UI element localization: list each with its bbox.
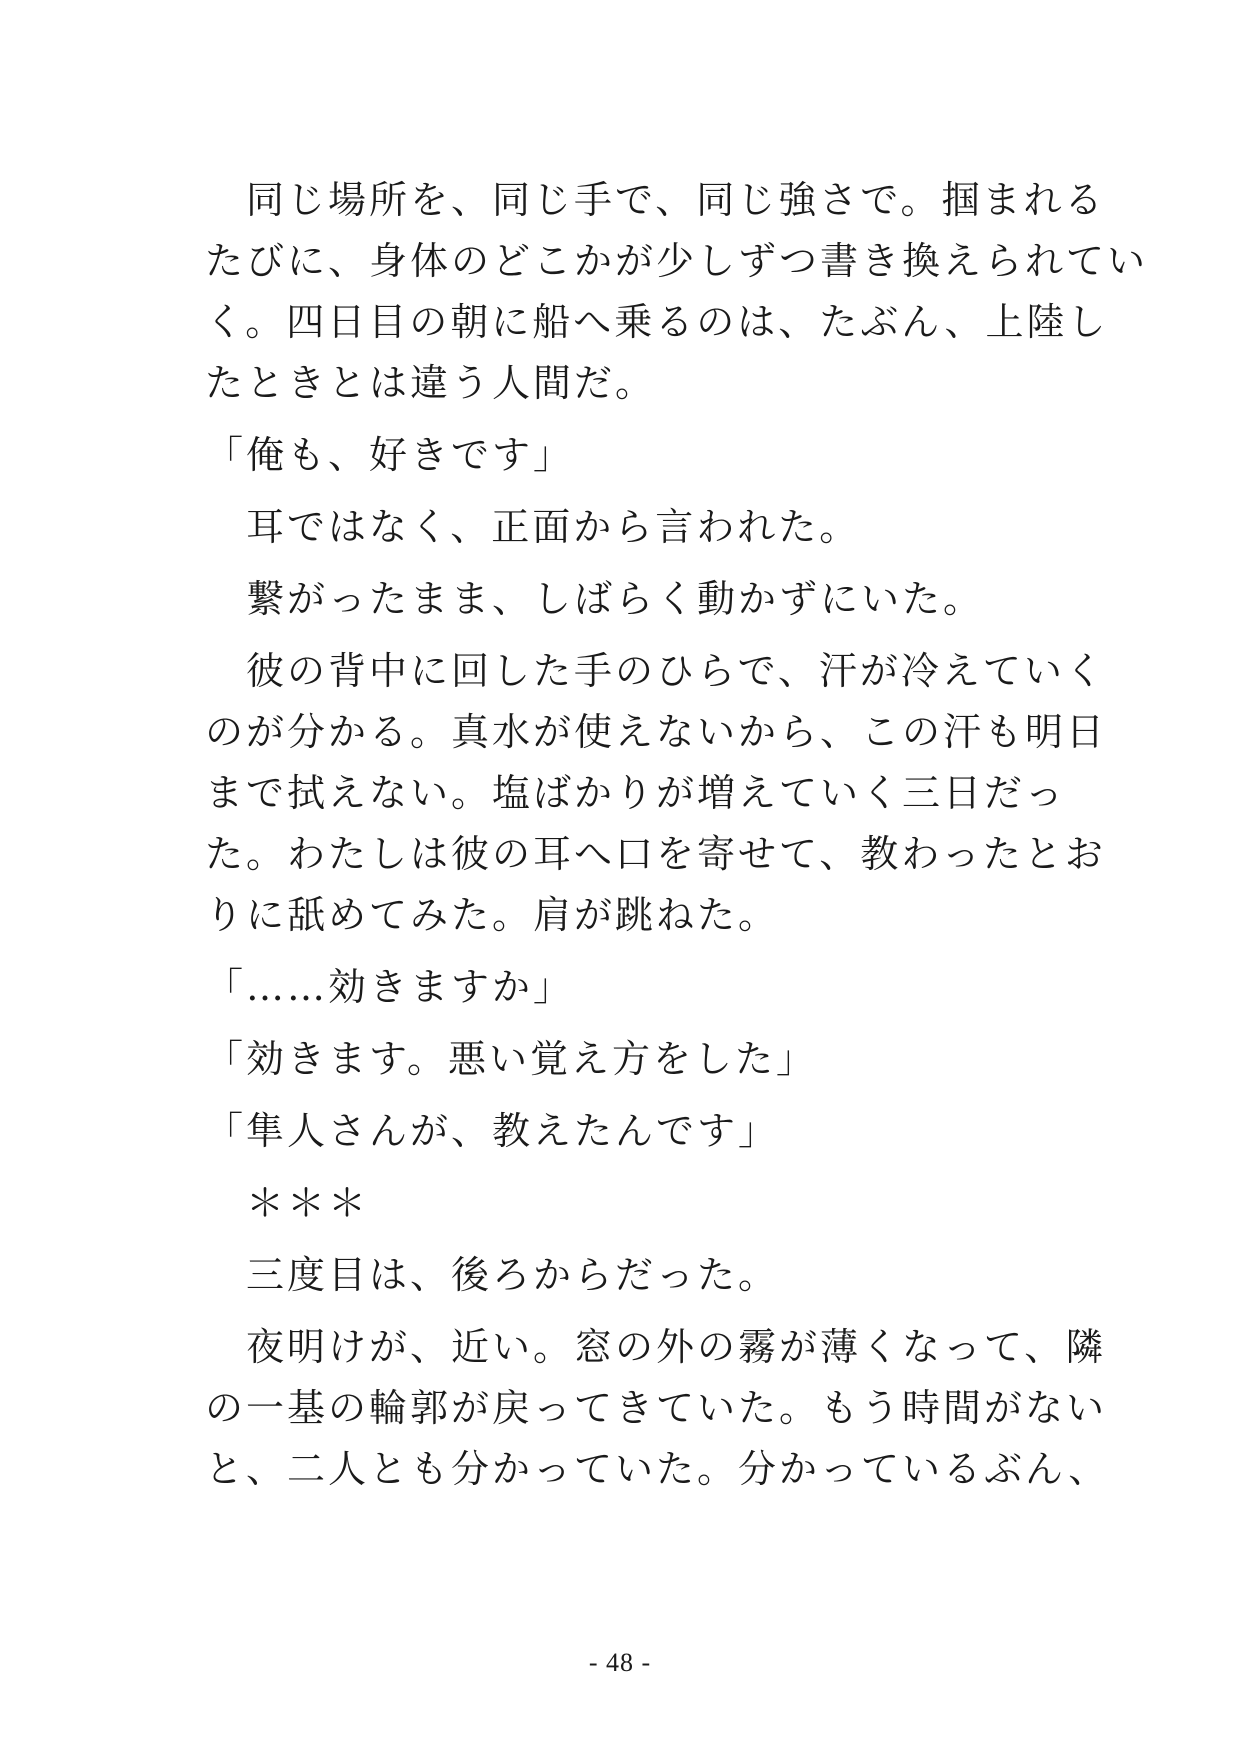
text-line: た。わたしは彼の耳へ口を寄せて、教わったとお: [205, 832, 1106, 876]
text-line: 彼の背中に回した手のひらで、汗が冷えていく: [205, 649, 1106, 693]
text-line: 繋がったまま、しばらく動かずにいた。: [205, 577, 985, 621]
text-line: と、二人とも分かっていた。分かっているぶん、: [205, 1447, 1110, 1491]
scene-break: ＊＊＊: [205, 1181, 370, 1225]
text-line: 三度目は、後ろからだった。: [205, 1253, 780, 1297]
dialogue-line: 「……効きますか」: [205, 965, 575, 1009]
text-line: たときとは違う人間だ。: [205, 361, 657, 405]
body-text: [205, 170, 1149, 1500]
dialogue-line: 「俺も、好きです」: [205, 433, 575, 477]
text-line: まで拭えない。塩ばかりが増えていく三日だっ: [205, 771, 1067, 815]
text-line: 耳ではなく、正面から言われた。: [205, 505, 861, 549]
page-number: - 48 -: [588, 1648, 652, 1677]
dialogue-line: 「隼人さんが、教えたんです」: [205, 1109, 780, 1153]
dialogue-line: 「効きます。悪い覚え方をした」: [205, 1037, 817, 1081]
text-line: たびに、身体のどこかが少しずつ書き換えられてい: [205, 239, 1149, 283]
text-line: く。四日目の朝に船へ乗るのは、たぶん、上陸し: [205, 300, 1109, 344]
text-line: の一基の輪郭が戻ってきていた。もう時間がない: [205, 1386, 1108, 1430]
text-line: のが分かる。真水が使えないから、この汗も明日: [205, 710, 1108, 754]
text-line: りに舐めてみた。肩が跳ねた。: [205, 893, 780, 937]
text-line: 夜明けが、近い。窓の外の霧が薄くなって、隣: [205, 1325, 1107, 1369]
text-line: 同じ場所を、同じ手で、同じ強さで。掴まれる: [205, 178, 1106, 222]
